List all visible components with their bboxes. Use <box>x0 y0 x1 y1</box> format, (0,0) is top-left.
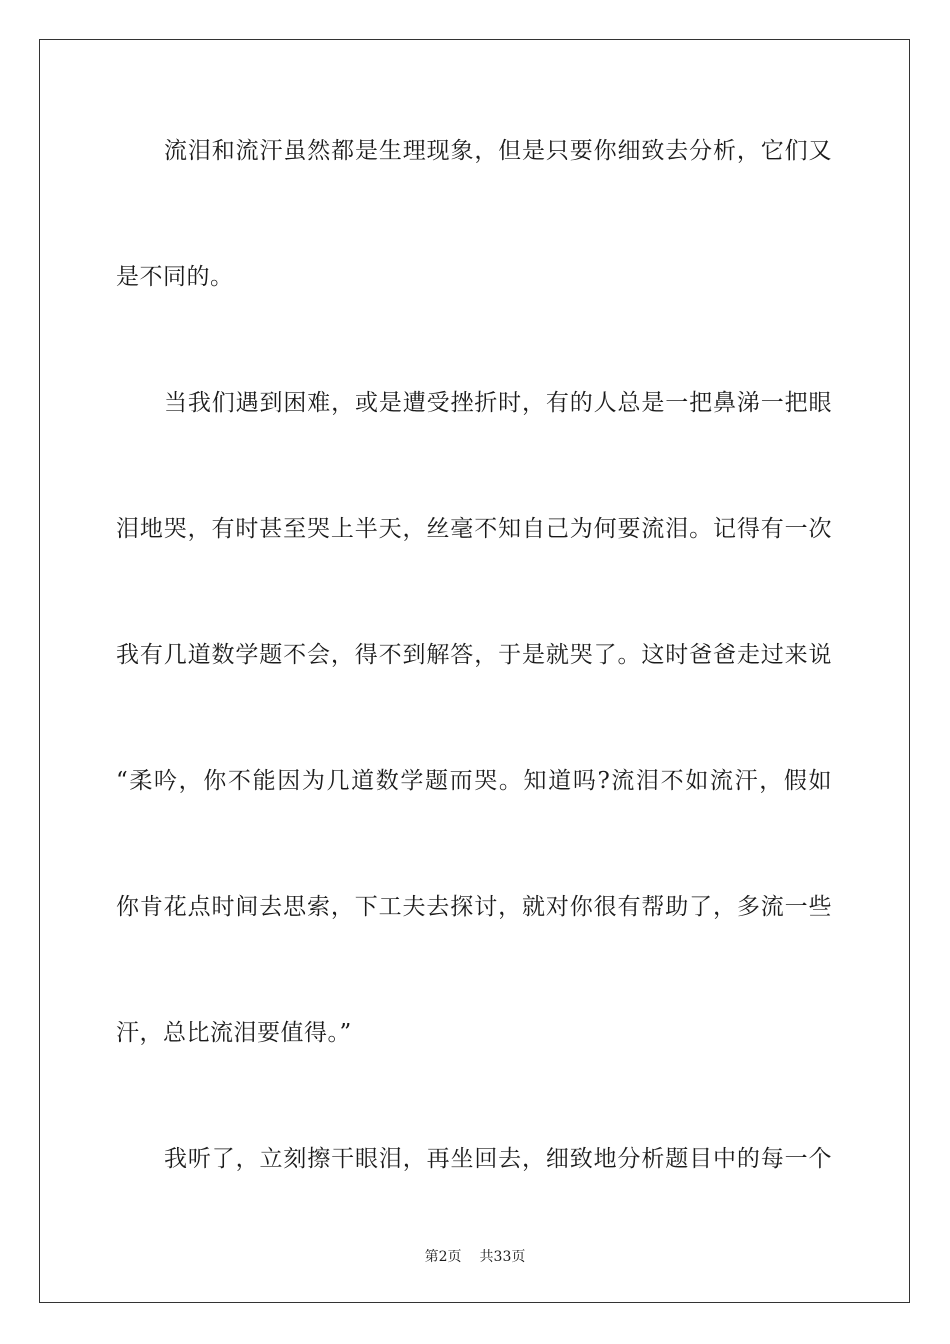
text-line: 流泪和流汗虽然都是生理现象，但是只要你细致去分析，它们又 <box>164 138 832 164</box>
page-border <box>39 39 910 1303</box>
text-line: “柔吟，你不能因为几道数学题而哭。知道吗?流泪不如流汗，假如 <box>116 768 832 794</box>
page-total: 共33页 <box>479 1249 526 1265</box>
text-line: 我有几道数学题不会，得不到解答，于是就哭了。这时爸爸走过来说 <box>116 642 832 668</box>
page-footer <box>0 1248 950 1266</box>
page-number: 第2页 <box>424 1249 462 1265</box>
text-line: 是不同的。 <box>116 264 234 290</box>
text-line: 你肯花点时间去思索，下工夫去探讨，就对你很有帮助了，多流一些 <box>116 894 832 920</box>
text-line: 当我们遇到困难，或是遭受挫折时，有的人总是一把鼻涕一把眼 <box>164 390 832 416</box>
text-line: 汗，总比流泪要值得。” <box>116 1020 352 1046</box>
text-line: 泪地哭，有时甚至哭上半天，丝毫不知自己为何要流泪。记得有一次 <box>116 516 832 542</box>
text-line: 我听了，立刻擦干眼泪，再坐回去，细致地分析题目中的每一个 <box>164 1146 832 1172</box>
